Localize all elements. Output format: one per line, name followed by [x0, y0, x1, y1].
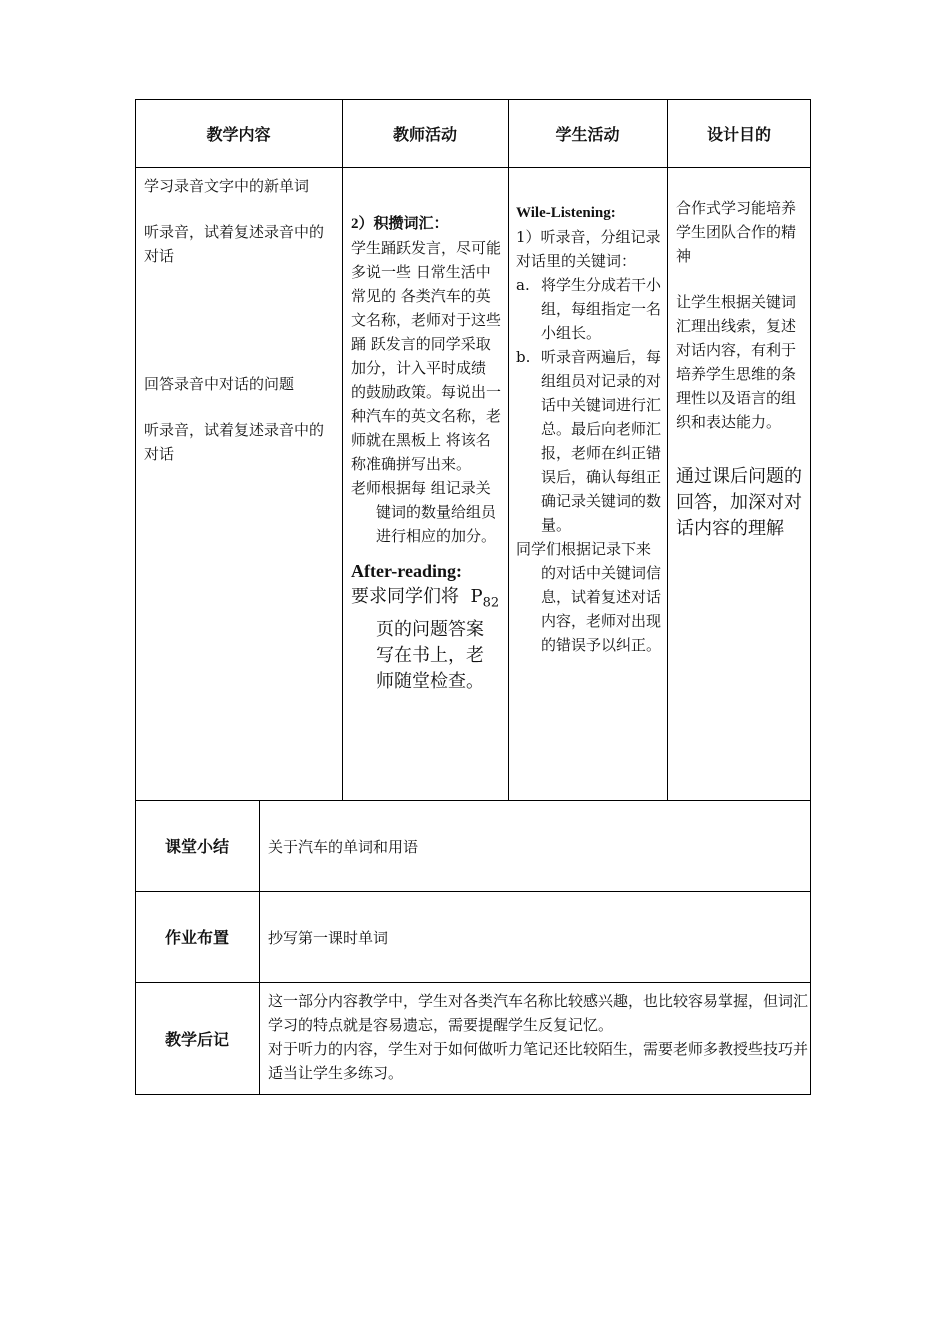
- content-item: 听录音，试着复述录音中的对话: [144, 223, 325, 265]
- teacher-column: [351, 212, 501, 695]
- header-content: 教学内容: [206, 124, 271, 144]
- teacher-paragraph: 学生踊跃发言，尽可能多说一些 日常生活中常见的 各类汽车的英文名称，老师对于这些踊 跃发言的同学采取加分，计入平时成绩 的鼓励政策。每说出一种汽车的英文名称，老师就在黑板上 将该名称准确拼写出来。: [351, 239, 502, 473]
- content-item: 回答录音中对话的问题: [144, 375, 295, 393]
- reflection-paragraph: 这一部分内容教学中，学生对各类汽车名称比较感兴趣，也比较容易掌握，但词汇学习的特点就是容易遗忘，需要提醒学生反复记忆。: [268, 992, 809, 1034]
- after-reading-text: [351, 584, 501, 695]
- student-step-b: [516, 345, 661, 537]
- student-column: [516, 201, 661, 657]
- step-label: b.: [516, 348, 531, 366]
- homework-text: 抄写第一课时单词: [268, 929, 389, 947]
- header-teacher-activity: 教师活动: [392, 124, 457, 144]
- step-label: a.: [516, 276, 530, 294]
- col-divider-3: [667, 99, 668, 800]
- homework-label: 作业布置: [164, 928, 229, 947]
- while-listening-heading: Wile-Listening:: [516, 205, 616, 221]
- summary-label: 课堂小结: [164, 837, 229, 856]
- purpose-item: 合作式学习能培养学生团队合作的精神: [676, 199, 797, 265]
- content-column: [144, 174, 336, 466]
- reflection-text: [268, 989, 808, 1085]
- reflection-paragraph: 对于听力的内容，学生对于如何做听力笔记还比较陌生，需要老师多教授些技巧并适当让学生多练习。: [268, 1040, 809, 1082]
- page-ref-number: 82: [482, 595, 500, 611]
- purpose-item: 通过课后问题的回答，加深对对话内容的理解: [676, 466, 802, 539]
- after-reading-text-b: 页的问题答案写在书上，老师随堂检查。: [376, 618, 484, 692]
- page-ref: P: [470, 586, 483, 607]
- step-text: 听录音两遍后，每组组员对记录的对话中关键词进行汇总。最后向老师汇报，老师在纠正错误后，确认每组正确记录关键词的数量。: [541, 348, 662, 534]
- step-text: 将学生分成若干小组，每组指定一名小组长。: [541, 276, 662, 342]
- summary-text: 关于汽车的单词和用语: [268, 838, 419, 856]
- purpose-column: [676, 196, 804, 542]
- teacher-paragraph: 老师根据每 组记录关键词的数量给组员进行相应的加分。: [351, 479, 497, 545]
- reflection-label: 教学后记: [164, 1030, 229, 1049]
- col-divider-1: [342, 99, 343, 800]
- after-reading-text-a: 要求同学们将: [351, 586, 459, 607]
- bottom-col-divider: [259, 800, 260, 1095]
- student-paragraph: 1）听录音，分组记录对话里的关键词：: [516, 228, 661, 270]
- after-reading-heading: After-reading:: [351, 561, 462, 581]
- purpose-item: 让学生根据关键词汇理出线索，复述对话内容，有利于培养学生思维的条理性以及语言的组织和表达能力。: [676, 293, 797, 431]
- col-divider-2: [508, 99, 509, 800]
- header-student-activity: 学生活动: [555, 124, 620, 144]
- content-item: 听录音，试着复述录音中的对话: [144, 421, 325, 463]
- student-paragraph: 同学们根据记录下来的对话中关键词信息，试着复述对话内容，老师对出现的错误予以纠正。: [516, 540, 662, 654]
- content-item: 学习录音文字中的新单词: [144, 177, 310, 195]
- header-design-purpose: 设计目的: [706, 124, 771, 144]
- student-step-a: [516, 273, 661, 345]
- teacher-heading: 2）积攒词汇：: [351, 216, 449, 232]
- header-divider: [135, 167, 811, 168]
